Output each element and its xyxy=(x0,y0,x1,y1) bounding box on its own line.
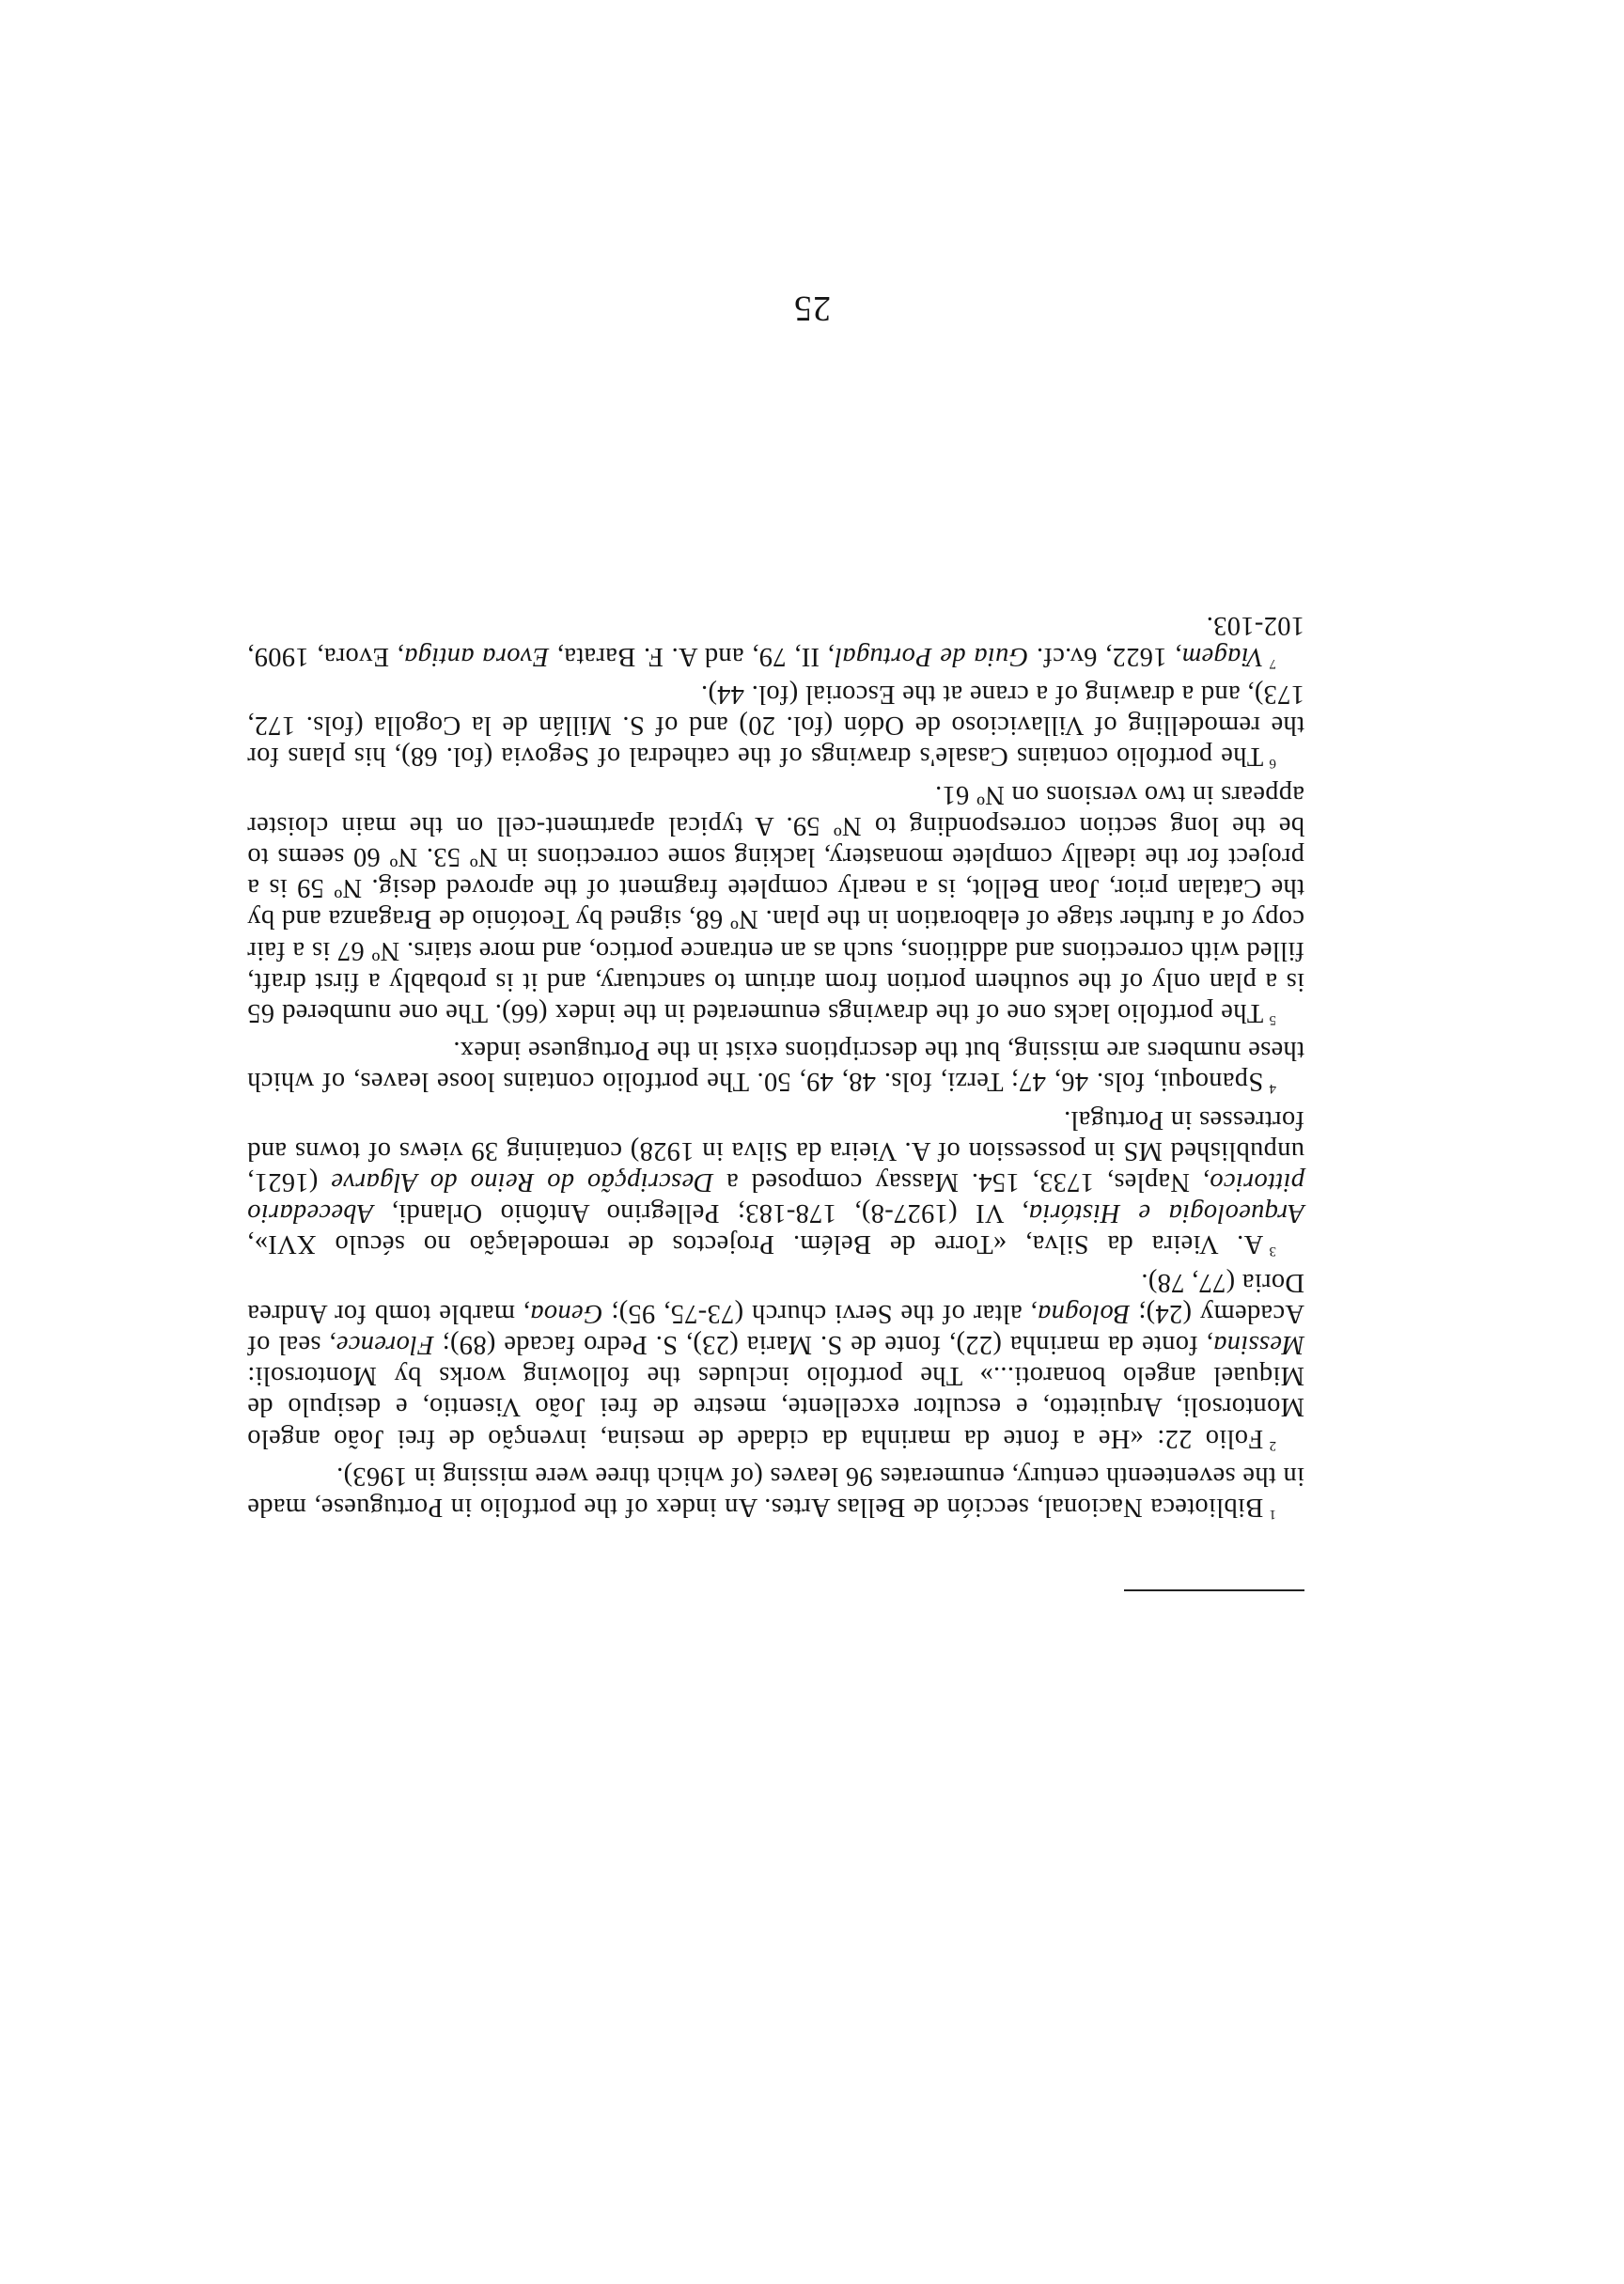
footnotes-block xyxy=(247,609,1304,1591)
italic-title: Descripção do Reino do Algarve xyxy=(331,1166,714,1197)
footnote-text: Biblioteca Nacional, sección de Bellas Artes. An index of the portfolio in Portuguese, made in the seventeenth century, enumerates 96 leaves (of which three were missing in 1963). xyxy=(247,1461,1304,1522)
italic-title: Abecedario pittorico xyxy=(246,1166,1304,1228)
footnote-text: A. Vieira da Silva, «Torre de Belém. Projectos de remodelação no século XVI», xyxy=(247,1229,1264,1259)
footnote-text: , marble tomb for Andrea Doria (77, 78). xyxy=(247,1267,1304,1328)
footnote-3 xyxy=(247,1103,1304,1266)
footnote-mark: 4 xyxy=(1269,1081,1276,1097)
footnote-list xyxy=(247,609,1304,1529)
footnote-mark: 6 xyxy=(1269,756,1276,772)
footnote-separator-rule xyxy=(1124,1589,1304,1591)
footnote-2 xyxy=(247,1266,1304,1460)
footnote-text: , Evora, 1909, 102-103. xyxy=(247,610,1304,671)
footnote-text: Folio 22: «He a fonte da marinha da cidade de mesina, invenção de frei João angelo Montorsoli, Arquitetto, e escultor excellente, mestre de frei João Visentio, e desipulo de Miquael angelo bonaroti...» The portfolio includes the following works by Montorsoli: xyxy=(247,1361,1304,1453)
italic-title: Bologna xyxy=(1037,1298,1131,1328)
footnote-text: , fonte da marinha (22), fonte de S. Maria (23), S. Pedro facade (89); xyxy=(433,1329,1213,1359)
footnote-text: The portfolio lacks one of the drawings enumerated in the index (66). The one numbered 65 is a plan only of the southern portion from atrium to sanctuary, and it is probably a first draft, filled with corrections and additions, such as an entrance portico, and more stairs. Nº 67 is a fair copy of a further stage of elaboration in the plan. Nº 68, signed by Teotónio de Braganza and by the Catalan prior, Joan Bellot, is a nearly complete fragment of the aproved desig. Nº 59 is a project for the ideally complete monastery, lacking some corrections in Nº 53. Nº 60 seems to be the long section corresponding to Nº 59. A typical apartment-cell on the main cloister appears in two versions on Nº 61. xyxy=(247,779,1304,1027)
footnote-7 xyxy=(247,609,1304,678)
footnote-text: , VI (1927-8), 178-183; Pellegrino Antônio Orlandi, xyxy=(373,1198,1029,1228)
footnote-mark: 5 xyxy=(1269,1011,1276,1027)
footnote-text: , 1622, 6v.cf. xyxy=(1028,641,1182,671)
footnote-4 xyxy=(247,1035,1304,1103)
footnote-1 xyxy=(247,1461,1304,1529)
footnote-text: , seal of Academy (24); xyxy=(246,1298,1304,1359)
footnote-text: (1621, unpublished MS in possession of A. Vieira da Silva in 1928) containing 39 views of towns and fortresses in Portugal. xyxy=(246,1104,1304,1197)
footnote-mark: 1 xyxy=(1269,1507,1276,1522)
page-number: 25 xyxy=(793,289,831,328)
footnote-mark: 3 xyxy=(1269,1244,1276,1259)
italic-title: Arqueologia e História xyxy=(1028,1198,1304,1228)
italic-title: Genoa xyxy=(530,1298,603,1328)
footnote-text: , II, 79, and A. F. Barata, xyxy=(549,641,835,671)
footnote-6 xyxy=(247,679,1304,779)
italic-title: Florence xyxy=(336,1329,434,1359)
italic-title: Messina xyxy=(1212,1329,1304,1359)
footnote-mark: 2 xyxy=(1269,1437,1276,1453)
italic-title: Guia de Portugal xyxy=(834,641,1029,671)
italic-title: Evora antiga xyxy=(403,641,550,671)
italic-title: Viagem xyxy=(1181,641,1264,671)
footnote-text: Spanoqui, fols. 46, 47; Terzi, fols. 48, 49, 50. The portfolio contains loose leaves, of which these numbers are missing, but the descriptions exist in the Portuguese index. xyxy=(247,1036,1304,1097)
footnote-text: , Naples, 1733, 154. Massay composed a xyxy=(713,1166,1210,1197)
footnote-text: The portfolio contains Casale's drawings of the cathedral of Segovia (fol. 68), his plans for the remodelling of Villaviciosо de Odón (fol. 20) and of S. Millán de la Cogolla (fols. 172, 173), and a drawing of a crane at the Escorial (fol. 44). xyxy=(247,679,1304,772)
footnote-5 xyxy=(247,778,1304,1035)
footnote-mark: 7 xyxy=(1269,655,1276,671)
footnote-text: , altar of the Servi church (73-75, 95); xyxy=(602,1298,1038,1328)
